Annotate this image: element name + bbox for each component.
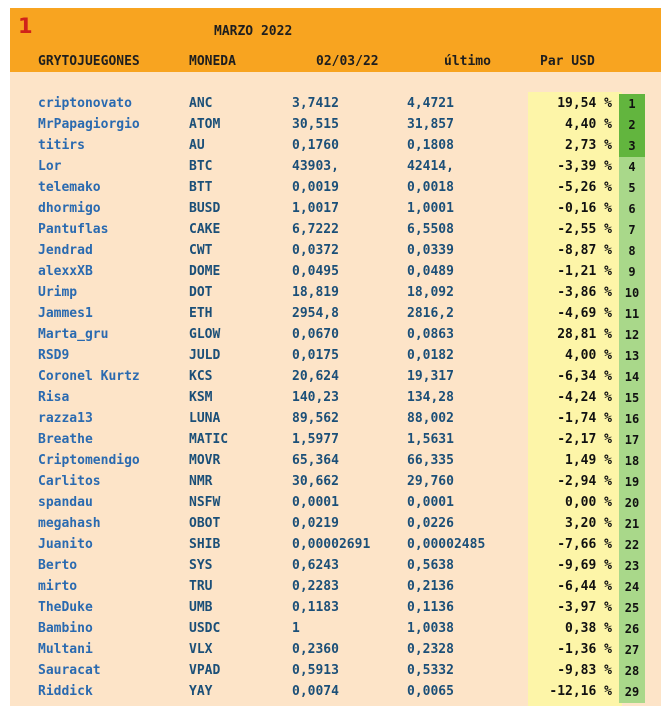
price-last-cell: 2816,2 — [407, 306, 454, 321]
coin-cell: GLOW — [189, 327, 221, 342]
table-row — [10, 346, 661, 367]
user-cell: criptonovato — [38, 96, 132, 111]
user-cell: RSD9 — [38, 348, 70, 363]
rank-cell: 25 — [619, 598, 645, 619]
price-date-cell: 0,0495 — [292, 264, 339, 279]
price-date-cell: 43903, — [292, 159, 339, 174]
price-last-cell: 18,092 — [407, 285, 454, 300]
price-last-cell: 0,0001 — [407, 495, 454, 510]
price-date-cell: 30,662 — [292, 474, 339, 489]
col-header-last: último — [444, 54, 491, 69]
price-date-cell: 30,515 — [292, 117, 339, 132]
table-row — [10, 682, 661, 703]
price-last-cell: 0,0863 — [407, 327, 454, 342]
user-cell: Sauracat — [38, 663, 101, 678]
pct-change-cell: 1,49 % — [565, 453, 612, 468]
price-date-cell: 140,23 — [292, 390, 339, 405]
price-last-cell: 4,4721 — [407, 96, 454, 111]
table-row — [10, 199, 661, 220]
price-date-cell: 0,0001 — [292, 495, 339, 510]
rank-cell: 10 — [619, 283, 645, 304]
rank-cell: 5 — [619, 178, 645, 199]
price-last-cell: 0,0339 — [407, 243, 454, 258]
table-row — [10, 325, 661, 346]
coin-cell: DOT — [189, 285, 213, 300]
user-cell: Risa — [38, 390, 70, 405]
pct-change-cell: 28,81 % — [557, 327, 612, 342]
coin-cell: BTT — [189, 180, 213, 195]
coin-cell: ATOM — [189, 117, 221, 132]
price-date-cell: 0,0372 — [292, 243, 339, 258]
rank-cell: 11 — [619, 304, 645, 325]
price-last-cell: 0,00002485 — [407, 537, 486, 552]
rank-cell: 29 — [619, 682, 645, 703]
price-last-cell: 0,2328 — [407, 642, 454, 657]
rank-cell: 4 — [619, 157, 645, 178]
coin-cell: LUNA — [189, 411, 221, 426]
pct-change-cell: -2,17 % — [557, 432, 612, 447]
user-cell: Jammes1 — [38, 306, 93, 321]
rank-cell: 13 — [619, 346, 645, 367]
rank-cell: 24 — [619, 577, 645, 598]
price-last-cell: 0,1808 — [407, 138, 454, 153]
user-cell: Coronel Kurtz — [38, 369, 140, 384]
coin-cell: CAKE — [189, 222, 221, 237]
user-cell: Breathe — [38, 432, 93, 447]
price-date-cell: 65,364 — [292, 453, 339, 468]
price-date-cell: 0,1760 — [292, 138, 339, 153]
price-date-cell: 3,7412 — [292, 96, 339, 111]
price-date-cell: 0,0175 — [292, 348, 339, 363]
price-date-cell: 0,0670 — [292, 327, 339, 342]
table-row — [10, 640, 661, 661]
pct-change-cell: -5,26 % — [557, 180, 612, 195]
coin-cell: SYS — [189, 558, 213, 573]
pct-change-cell: 4,00 % — [565, 348, 612, 363]
table-row — [10, 241, 661, 262]
coin-cell: BUSD — [189, 201, 221, 216]
coin-cell: VLX — [189, 642, 213, 657]
rank-cell: 28 — [619, 661, 645, 682]
table-row — [10, 577, 661, 598]
price-date-cell: 1,5977 — [292, 432, 339, 447]
col-header-date: 02/03/22 — [316, 54, 379, 69]
table-row — [10, 178, 661, 199]
column-headers — [10, 54, 661, 70]
col-header-pct: Par USD — [540, 54, 595, 69]
pct-change-cell: -2,94 % — [557, 474, 612, 489]
table-row — [10, 94, 661, 115]
coin-cell: OBOT — [189, 516, 221, 531]
user-cell: Urimp — [38, 285, 78, 300]
user-cell: Multani — [38, 642, 93, 657]
rank-cell: 3 — [619, 136, 645, 157]
pct-change-cell: -0,16 % — [557, 201, 612, 216]
coin-cell: DOME — [189, 264, 221, 279]
price-last-cell: 1,5631 — [407, 432, 454, 447]
price-last-cell: 0,2136 — [407, 579, 454, 594]
coin-cell: YAY — [189, 684, 213, 699]
user-cell: spandau — [38, 495, 93, 510]
pct-change-cell: -1,36 % — [557, 642, 612, 657]
user-cell: megahash — [38, 516, 101, 531]
user-cell: titirs — [38, 138, 85, 153]
user-cell: MrPapagiorgio — [38, 117, 140, 132]
pct-change-cell: -4,24 % — [557, 390, 612, 405]
price-last-cell: 1,0038 — [407, 621, 454, 636]
coin-cell: KSM — [189, 390, 213, 405]
price-last-cell: 42414, — [407, 159, 454, 174]
user-cell: alexxXB — [38, 264, 93, 279]
user-cell: mirto — [38, 579, 78, 594]
price-last-cell: 1,0001 — [407, 201, 454, 216]
price-date-cell: 0,1183 — [292, 600, 339, 615]
user-cell: Lor — [38, 159, 62, 174]
price-last-cell: 0,0018 — [407, 180, 454, 195]
table-row — [10, 514, 661, 535]
user-cell: razza13 — [38, 411, 93, 426]
pct-change-cell: 3,20 % — [565, 516, 612, 531]
coin-cell: USDC — [189, 621, 221, 636]
rank-cell: 21 — [619, 514, 645, 535]
price-last-cell: 0,0182 — [407, 348, 454, 363]
coin-cell: AU — [189, 138, 205, 153]
table-row — [10, 115, 661, 136]
user-cell: Pantuflas — [38, 222, 109, 237]
coin-cell: UMB — [189, 600, 213, 615]
price-date-cell: 0,2283 — [292, 579, 339, 594]
price-last-cell: 31,857 — [407, 117, 454, 132]
table-row — [10, 157, 661, 178]
rank-cell: 6 — [619, 199, 645, 220]
rank-cell: 23 — [619, 556, 645, 577]
pct-change-cell: -2,55 % — [557, 222, 612, 237]
price-last-cell: 0,5332 — [407, 663, 454, 678]
table-row — [10, 388, 661, 409]
user-cell: Criptomendigo — [38, 453, 140, 468]
price-date-cell: 6,7222 — [292, 222, 339, 237]
pct-change-cell: -12,16 % — [549, 684, 612, 699]
table-row — [10, 136, 661, 157]
user-cell: Marta_gru — [38, 327, 109, 342]
pct-change-cell: 2,73 % — [565, 138, 612, 153]
price-date-cell: 0,0219 — [292, 516, 339, 531]
table-row — [10, 367, 661, 388]
table-row — [10, 619, 661, 640]
rank-cell: 1 — [619, 94, 645, 115]
rank-cell: 12 — [619, 325, 645, 346]
coin-cell: MATIC — [189, 432, 229, 447]
table-row — [10, 661, 661, 682]
rank-cell: 27 — [619, 640, 645, 661]
user-cell: TheDuke — [38, 600, 93, 615]
table-row — [10, 220, 661, 241]
pct-change-cell: -7,66 % — [557, 537, 612, 552]
pct-change-cell: -1,74 % — [557, 411, 612, 426]
table-row — [10, 304, 661, 325]
pct-change-cell: -4,69 % — [557, 306, 612, 321]
price-last-cell: 0,0489 — [407, 264, 454, 279]
price-date-cell: 0,2360 — [292, 642, 339, 657]
rank-cell: 14 — [619, 367, 645, 388]
user-cell: Bambino — [38, 621, 93, 636]
pct-change-cell: -6,34 % — [557, 369, 612, 384]
table-row — [10, 598, 661, 619]
price-last-cell: 0,1136 — [407, 600, 454, 615]
price-date-cell: 18,819 — [292, 285, 339, 300]
rank-cell: 19 — [619, 472, 645, 493]
rank-cell: 9 — [619, 262, 645, 283]
price-last-cell: 0,0065 — [407, 684, 454, 699]
price-date-cell: 20,624 — [292, 369, 339, 384]
coin-cell: JULD — [189, 348, 221, 363]
rank-cell: 20 — [619, 493, 645, 514]
table-row — [10, 430, 661, 451]
price-last-cell: 0,0226 — [407, 516, 454, 531]
price-last-cell: 88,002 — [407, 411, 454, 426]
user-cell: dhormigo — [38, 201, 101, 216]
user-cell: Juanito — [38, 537, 93, 552]
user-cell: Jendrad — [38, 243, 93, 258]
pct-change-cell: 4,40 % — [565, 117, 612, 132]
table-row — [10, 556, 661, 577]
pct-change-cell: -9,69 % — [557, 558, 612, 573]
coin-cell: KCS — [189, 369, 213, 384]
price-date-cell: 0,5913 — [292, 663, 339, 678]
price-date-cell: 0,0074 — [292, 684, 339, 699]
coin-cell: CWT — [189, 243, 213, 258]
pct-change-cell: -3,39 % — [557, 159, 612, 174]
table-rows — [10, 94, 661, 703]
table-body — [10, 72, 661, 706]
pct-change-cell: -1,21 % — [557, 264, 612, 279]
rank-cell: 15 — [619, 388, 645, 409]
table-row — [10, 535, 661, 556]
user-cell: Carlitos — [38, 474, 101, 489]
price-last-cell: 19,317 — [407, 369, 454, 384]
price-date-cell: 89,562 — [292, 411, 339, 426]
page-title: MARZO 2022 — [214, 24, 293, 39]
user-cell: Berto — [38, 558, 78, 573]
user-cell: telemako — [38, 180, 101, 195]
pct-change-cell: 0,00 % — [565, 495, 612, 510]
table-row — [10, 262, 661, 283]
pct-change-cell: -3,86 % — [557, 285, 612, 300]
col-header-coin: MONEDA — [189, 54, 236, 69]
col-header-user: GRYTOJUEGONES — [38, 54, 140, 69]
table-row — [10, 283, 661, 304]
table-row — [10, 409, 661, 430]
pct-change-cell: 0,38 % — [565, 621, 612, 636]
coin-cell: SHIB — [189, 537, 221, 552]
rank-cell: 2 — [619, 115, 645, 136]
coin-cell: NMR — [189, 474, 213, 489]
price-date-cell: 1,0017 — [292, 201, 339, 216]
rank-cell: 18 — [619, 451, 645, 472]
pct-change-cell: -6,44 % — [557, 579, 612, 594]
table-row — [10, 472, 661, 493]
pct-change-cell: -9,83 % — [557, 663, 612, 678]
sheet-badge: 1 — [18, 14, 33, 38]
price-last-cell: 0,5638 — [407, 558, 454, 573]
price-date-cell: 0,6243 — [292, 558, 339, 573]
pct-change-cell: -3,97 % — [557, 600, 612, 615]
table-header — [10, 8, 661, 72]
rank-cell: 7 — [619, 220, 645, 241]
price-date-cell: 0,00002691 — [292, 537, 371, 552]
coin-cell: ETH — [189, 306, 213, 321]
coin-cell: ANC — [189, 96, 213, 111]
price-last-cell: 29,760 — [407, 474, 454, 489]
rank-cell: 16 — [619, 409, 645, 430]
table-row — [10, 451, 661, 472]
price-date-cell: 2954,8 — [292, 306, 339, 321]
table-row — [10, 493, 661, 514]
rank-cell: 26 — [619, 619, 645, 640]
coin-cell: VPAD — [189, 663, 221, 678]
rank-cell: 22 — [619, 535, 645, 556]
coin-cell: MOVR — [189, 453, 221, 468]
user-cell: Riddick — [38, 684, 93, 699]
coin-cell: BTC — [189, 159, 213, 174]
coin-cell: NSFW — [189, 495, 221, 510]
price-last-cell: 66,335 — [407, 453, 454, 468]
coin-cell: TRU — [189, 579, 213, 594]
pct-change-cell: -8,87 % — [557, 243, 612, 258]
price-last-cell: 134,28 — [407, 390, 454, 405]
rank-cell: 8 — [619, 241, 645, 262]
price-date-cell: 0,0019 — [292, 180, 339, 195]
rank-cell: 17 — [619, 430, 645, 451]
price-date-cell: 1 — [292, 621, 300, 636]
pct-change-cell: 19,54 % — [557, 96, 612, 111]
price-last-cell: 6,5508 — [407, 222, 454, 237]
